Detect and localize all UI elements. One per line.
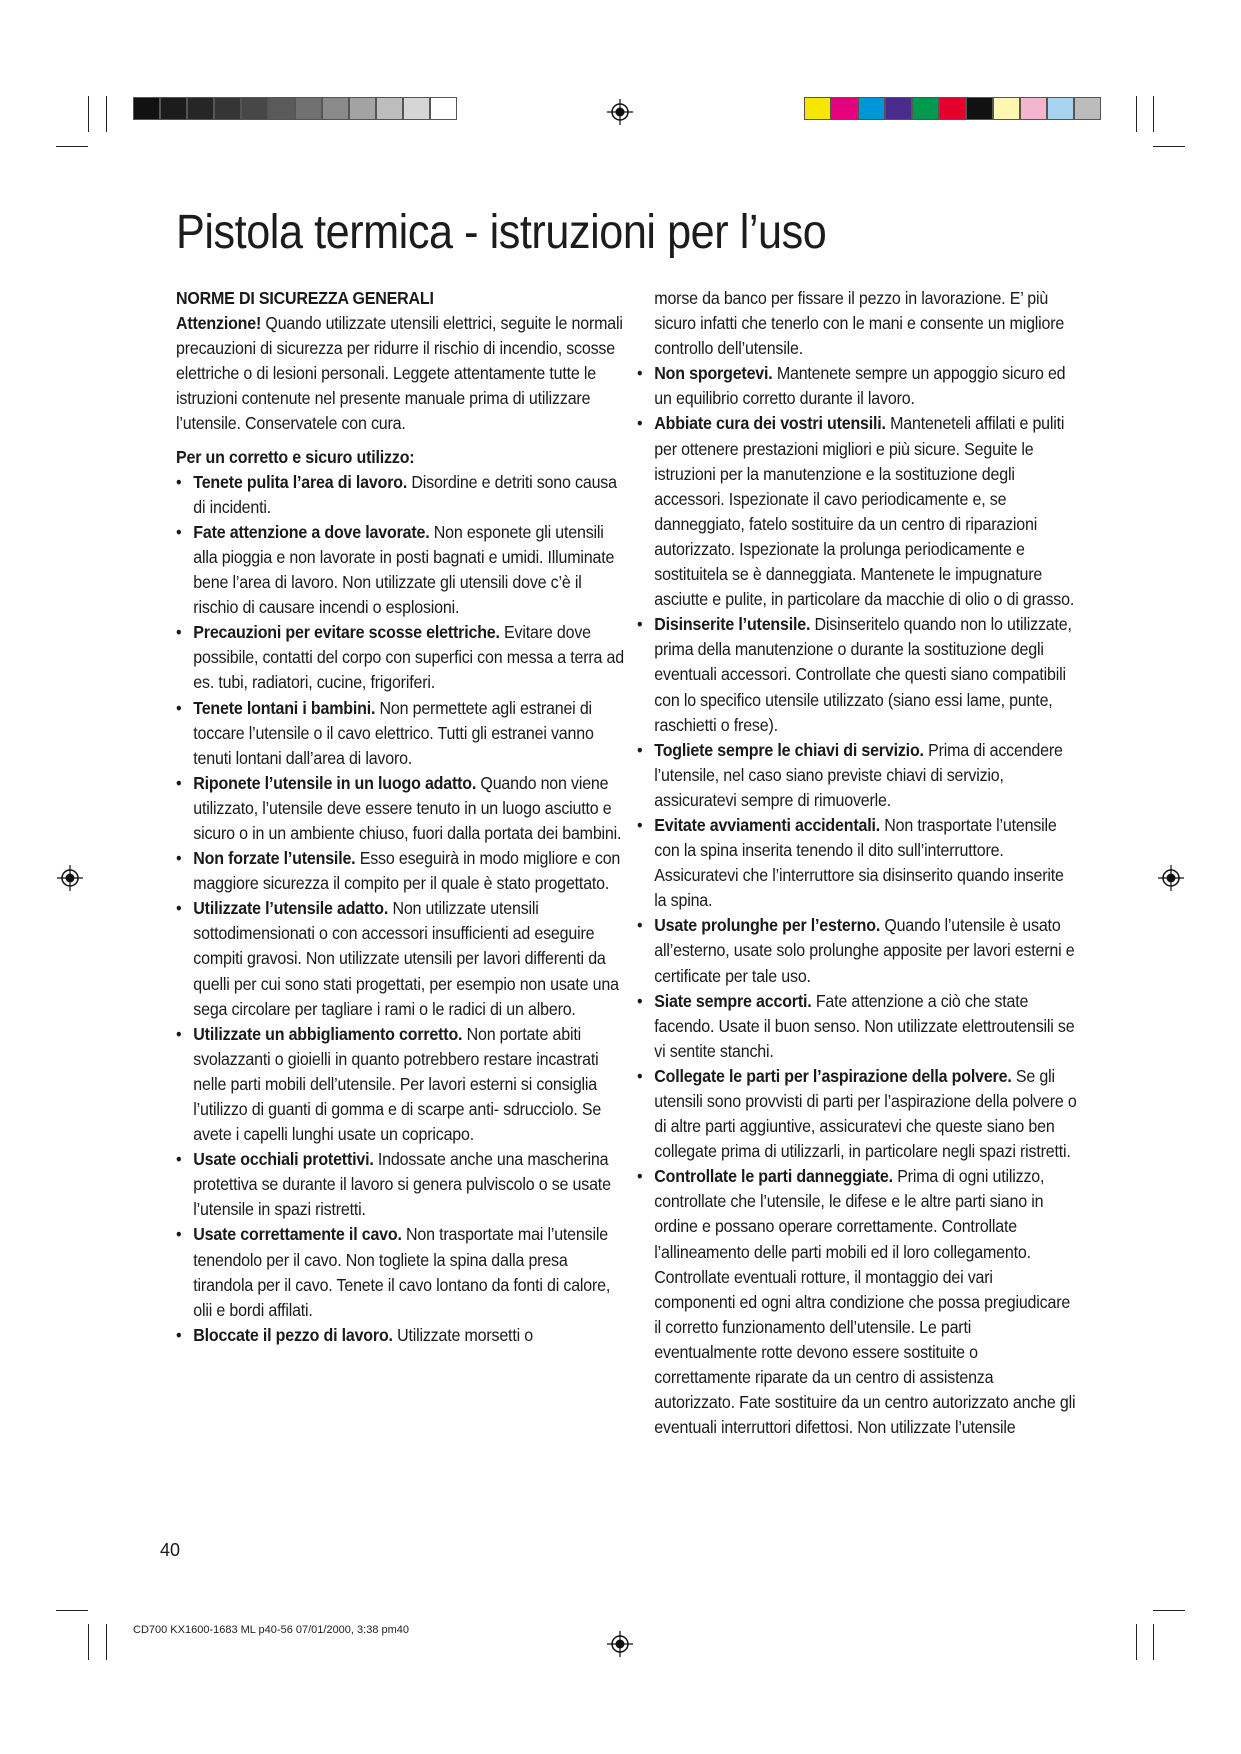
list-item: • Bloccate il pezzo di lavoro. Utilizzate morsetti o <box>176 1323 626 1348</box>
list-item: • Usate occhiali protettivi. Indossate anche una mascherina protettiva se durante il lavoro si genera pulviscolo o se usate l’utensile in spazi ristretti. <box>176 1147 626 1222</box>
subheading: Per un corretto e sicuro utilizzo: <box>176 446 415 467</box>
list-item: • Tenete lontani i bambini. Non permettete agli estranei di toccare l’utensile o il cavo elettrico. Tutti gli estranei vanno tenuti lontani dall’area di lavoro. <box>176 696 626 771</box>
page-number: 40 <box>160 1540 181 1560</box>
section-heading: NORME DI SICUREZZA GENERALI <box>176 288 434 308</box>
color-swatch <box>831 97 858 120</box>
list-item: • Precauzioni per evitare scosse elettriche. Evitare dove possibile, contatti del corpo con superfici con messa a terra ad es. tubi, radiatori, cucine, frigoriferi. <box>176 620 626 695</box>
list-item: • Non sporgetevi. Mantenete sempre un appoggio sicuro ed un equilibrio corretto durante il lavoro. <box>637 361 1077 411</box>
color-swatch <box>241 97 268 120</box>
grayscale-bar <box>133 97 457 120</box>
list-item: • Siate sempre accorti. Fate attenzione a ciò che state facendo. Usate il buon senso. Non utilizzate elettroutensili se vi sentite stanchi. <box>637 989 1077 1064</box>
left-column <box>176 286 626 1348</box>
registration-mark-icon <box>57 865 83 891</box>
color-swatch <box>133 97 160 120</box>
list-item: • Disinserite l’utensile. Disinseritelo quando non lo utilizzate, prima della manutenzione o durante la sostituzione degli eventuali accessori. Controllate che questi siano compatibili con lo specifico utensile utilizzato (siano essi lame, punte, raschietti o frese). <box>637 612 1077 737</box>
safety-list-right <box>637 361 1077 1440</box>
color-swatch <box>187 97 214 120</box>
attention-text: Quando utilizzate utensili elettrici, seguite le normali precauzioni di sicurezza per ridurre il rischio di incendio, scosse elettriche o di lesioni personali. Leggete attentamente tutte le istruzioni contenute nel presente manuale prima di utilizzare l’utensile. Conservatele con cura. <box>176 313 623 434</box>
list-item: • Utilizzate un abbigliamento corretto. Non portate abiti svolazzanti o gioielli in quanto potrebbero restare incastrati nelle parti mobili dell’utensile. Per lavori esterni si consiglia l’utilizzo di guanti di gomma e di scarpe anti- sdrucciolo. Se avete i capelli lunghi usate un copricapo. <box>176 1022 626 1147</box>
registration-mark-icon <box>607 99 633 125</box>
color-swatch <box>1020 97 1047 120</box>
list-item: • Togliete sempre le chiavi di servizio. Prima di accendere l’utensile, nel caso siano previste chiavi di servizio, assicuratevi sempre di rimuoverle. <box>637 738 1077 813</box>
list-item: • Usate prolunghe per l’esterno. Quando l’utensile è usato all’esterno, usate solo prolunghe apposite per lavori esterni e certificate per tale uso. <box>637 913 1077 988</box>
list-item: • Non forzate l’utensile. Esso eseguirà in modo migliore e con maggiore sicurezza il compito per il quale è stato progettato. <box>176 846 626 896</box>
color-swatch <box>214 97 241 120</box>
color-swatch <box>939 97 966 120</box>
continuation-text: morse da banco per fissare il pezzo in lavorazione. E’ più sicuro infatti che tenerlo con le mani e consente un migliore controllo dell’utensile. <box>654 288 1065 359</box>
color-bar <box>804 97 1101 120</box>
color-swatch <box>804 97 831 120</box>
registration-mark-icon <box>1158 865 1184 891</box>
color-swatch <box>430 97 457 120</box>
color-swatch <box>403 97 430 120</box>
color-swatch <box>912 97 939 120</box>
attention-lead: Attenzione! <box>176 313 262 334</box>
color-swatch <box>1047 97 1074 120</box>
attention-paragraph <box>176 311 626 436</box>
color-swatch <box>885 97 912 120</box>
color-swatch <box>160 97 187 120</box>
safety-list-left <box>176 470 626 1348</box>
color-swatch <box>322 97 349 120</box>
color-swatch <box>268 97 295 120</box>
color-swatch <box>376 97 403 120</box>
color-swatch <box>349 97 376 120</box>
list-item: • Fate attenzione a dove lavorate. Non esponete gli utensili alla pioggia e non lavorate in posti bagnati e umidi. Illuminate bene l’area di lavoro. Non utilizzate gli utensili dove c’è il rischio di causare incendi o esplosioni. <box>176 520 626 620</box>
list-item: • Evitate avviamenti accidentali. Non trasportate l’utensile con la spina inserita tenendo il dito sull’interruttore. Assicuratevi che l’interruttore sia disinserito quando inserite la spina. <box>637 813 1077 913</box>
color-swatch <box>858 97 885 120</box>
color-swatch <box>966 97 993 120</box>
page-title: Pistola termica - istruzioni per l’uso <box>176 206 827 259</box>
color-swatch <box>993 97 1020 120</box>
list-item: • Usate correttamente il cavo. Non trasportate mai l’utensile tenendolo per il cavo. Non togliete la spina dalla presa tirandola per il cavo. Tenete il cavo lontano da fonti di calore, olii e bordi affilati. <box>176 1222 626 1322</box>
list-item: • Riponete l’utensile in un luogo adatto. Quando non viene utilizzato, l’utensile deve essere tenuto in un luogo asciutto e sicuro o in un ambiente chiuso, fuori dalla portata dei bambini. <box>176 771 626 846</box>
color-swatch <box>1074 97 1101 120</box>
list-item: • Collegate le parti per l’aspirazione della polvere. Se gli utensili sono provvisti di parti per l’aspirazione della polvere o di altre parti aggiuntive, assicuratevi che queste siano ben collegate prima di utilizzarli, in particolare negli spazi ristretti. <box>637 1064 1077 1164</box>
list-item: • Abbiate cura dei vostri utensili. Manteneteli affilati e puliti per ottenere prestazioni migliori e più sicure. Seguite le istruzioni per la manutenzione e la sostituzione degli accessori. Ispezionate il cavo periodicamente e, se danneggiato, fatelo sostituire da un centro di riparazioni autorizzato. Ispezionate la prolunga periodicamente e sostituitela se è danneggiata. Mantenete le impugnature asciutte e pulite, in particolare da macchie di olio o di grasso. <box>637 411 1077 612</box>
list-item: • Controllate le parti danneggiate. Prima di ogni utilizzo, controllate che l’utensile, le difese e le altre parti siano in ordine e possano operare correttamente. Controllate l’allineamento delle parti mobili ed il loro collegamento. Controllate eventuali rotture, il montaggio dei vari componenti ed ogni altra condizione che possa pregiudicare il corretto funzionamento dell’utensile. Le parti eventualmente rotte devono essere sostituite o correttamente riparate da un centro di assistenza autorizzato. Fate sostituire da un centro autorizzato anche gli eventuali interruttori difettosi. Non utilizzate l’utensile <box>637 1164 1077 1440</box>
print-slug: CD700 KX1600-1683 ML p40-56 07/01/2000, 3:38 pm40 <box>133 1624 410 1636</box>
color-swatch <box>295 97 322 120</box>
right-column <box>637 286 1077 1440</box>
registration-mark-icon <box>607 1631 633 1657</box>
list-item: • Tenete pulita l’area di lavoro. Disordine e detriti sono causa di incidenti. <box>176 470 626 520</box>
list-item: • Utilizzate l’utensile adatto. Non utilizzate utensili sottodimensionati o con accessori insufficienti ad eseguire compiti gravosi. Non utilizzate utensili per lavori differenti da quelli per cui sono stati progettati, per esempio non usate una sega circolare per tagliare i rami o le radici di un albero. <box>176 896 626 1021</box>
